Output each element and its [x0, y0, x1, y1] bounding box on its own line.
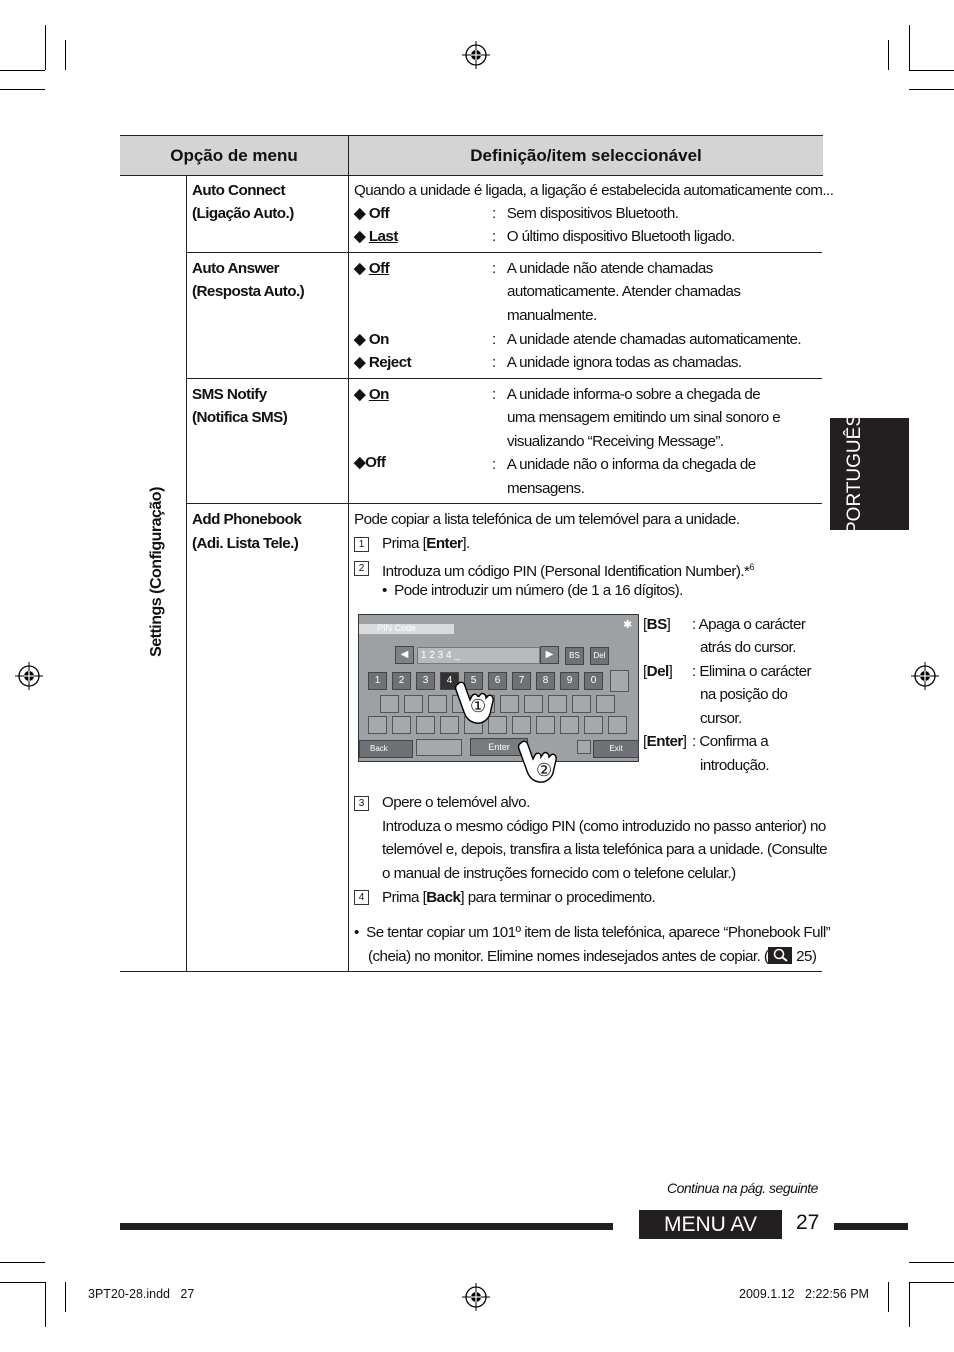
file-info: 3PT20-28.indd 27: [88, 1287, 195, 1301]
del-key[interactable]: Del: [590, 647, 609, 665]
section-label: Settings (Configuração): [148, 487, 165, 657]
header-col-option: [120, 135, 348, 176]
option-desc-cont: visualizando “Receiving Message”.: [507, 433, 724, 450]
header-col-setting: [348, 135, 823, 176]
option-bullet: ◆ On: [354, 386, 389, 403]
option-bullet: ◆ Off: [354, 205, 390, 222]
legend-enter-desc2: introdução.: [700, 757, 770, 774]
right-arrow-key[interactable]: ▶: [540, 646, 559, 664]
legend-bs-desc: : Apaga o carácter: [692, 616, 806, 633]
option-desc: : A unidade atende chamadas automaticamente.: [492, 331, 802, 348]
key-name: Back: [426, 889, 461, 906]
option-desc: : A unidade não o informa da chegada de: [492, 456, 756, 473]
option-desc: : O último dispositivo Bluetooth ligado.: [492, 228, 735, 245]
registration-mark-icon: [462, 1283, 490, 1311]
option-value-default: Off: [368, 260, 390, 277]
menu-option-name: Auto Connect: [192, 182, 285, 199]
option-value: Off: [368, 205, 390, 222]
option-value: Reject: [368, 354, 412, 371]
digit-key[interactable]: 1: [368, 672, 387, 690]
step-text: Introduza um código PIN (Personal Identification Number).*$^6$: [382, 562, 754, 581]
option-bullet: ◆ Reject: [354, 354, 412, 371]
option-desc-text: A unidade informa-o sobre a chegada de: [506, 386, 761, 403]
menu-option-name: Auto Answer: [192, 260, 280, 277]
digit-key[interactable]: 5: [464, 672, 483, 690]
footer-bar-left: [120, 1223, 613, 1230]
option-desc-text: A unidade não o informa da chegada de: [506, 456, 756, 473]
step-text-cont: o manual de instruções fornecido com o telefone celular.): [382, 865, 736, 882]
menu-option-name-pt: (Adi. Lista Tele.): [192, 535, 299, 552]
enter-key[interactable]: Enter: [470, 738, 528, 756]
registration-mark-icon: [911, 662, 939, 690]
option-desc-cont: mensagens.: [507, 480, 585, 497]
legend-enter: [Enter]: [643, 733, 687, 750]
magnifier-icon: [768, 947, 792, 964]
menu-option-name-pt: (Ligação Auto.): [192, 205, 294, 222]
legend-del-desc: : Elimina o carácter: [692, 663, 811, 680]
back-key[interactable]: Back: [359, 740, 413, 758]
print-date: 2009.1.12 2:22:56 PM: [739, 1287, 869, 1301]
step-text: Prima [Back] para terminar o procedimento.: [382, 889, 656, 906]
digit-key[interactable]: 9: [560, 672, 579, 690]
step-number: 4: [354, 890, 369, 905]
note-bullet: • Se tentar copiar um 101º item de lista telefónica, aparece “Phonebook Full”: [354, 924, 831, 941]
digit-key[interactable]: 3: [416, 672, 435, 690]
legend-del-desc3: cursor.: [700, 710, 742, 727]
menu-option-name: Add Phonebook: [192, 511, 302, 528]
menu-option-name: SMS Notify: [192, 386, 267, 403]
option-value: On: [368, 331, 389, 348]
step-bullet: • Pode introduzir um número (de 1 a 16 dígitos).: [382, 582, 683, 599]
option-desc-cont: automaticamente. Atender chamadas: [507, 283, 741, 300]
step-text-cont: telemóvel e, depois, transfira a lista telefónica para a unidade. (Consulte: [382, 841, 828, 858]
option-desc-text: O último dispositivo Bluetooth ligado.: [506, 228, 735, 245]
registration-mark-icon: [462, 41, 490, 69]
option-bullet: ◆ On: [354, 331, 389, 348]
key-name: Enter: [426, 535, 463, 552]
callout-1: ①: [470, 696, 487, 716]
step-text: Prima [Enter].: [382, 535, 470, 552]
language-tab-label: PORTUGUÊS: [844, 413, 865, 535]
option-desc: : A unidade ignora todas as chamadas.: [492, 354, 742, 371]
menu-option-name-pt: (Notifica SMS): [192, 409, 288, 426]
row-intro: Quando a unidade é ligada, a ligação é estabelecida automaticamente com...: [354, 182, 834, 199]
continue-note: Continua na pág. seguinte: [667, 1180, 818, 1196]
registration-mark-icon: [15, 662, 43, 690]
digit-key[interactable]: 7: [512, 672, 531, 690]
footer-bar-right: [834, 1223, 908, 1230]
option-value: Off: [365, 454, 386, 471]
callout-2: ②: [536, 760, 553, 780]
option-desc: : Sem dispositivos Bluetooth.: [492, 205, 679, 222]
bluetooth-icon: ✱: [623, 619, 633, 631]
digit-key[interactable]: 6: [488, 672, 507, 690]
option-bullet: ◆ Last: [354, 228, 398, 245]
header-col-option-label: Opção de menu: [170, 145, 298, 165]
exit-key[interactable]: Exit: [593, 740, 639, 758]
step-text-cont: Introduza o mesmo código PIN (como introduzido no passo anterior) no: [382, 818, 826, 835]
option-desc-text: Sem dispositivos Bluetooth.: [506, 205, 679, 222]
legend-bs-desc2: atrás do cursor.: [700, 639, 796, 656]
left-arrow-key[interactable]: ◀: [395, 646, 414, 664]
step-number: 1: [354, 537, 369, 552]
step-number: 3: [354, 796, 369, 811]
option-value-default: Last: [368, 228, 398, 245]
digit-key[interactable]: 4: [440, 672, 459, 690]
page-number: 27: [796, 1211, 820, 1234]
option-desc: : A unidade informa-o sobre a chegada de: [492, 386, 761, 403]
legend-enter-desc: : Confirma a: [692, 733, 769, 750]
option-desc: : A unidade não atende chamadas: [492, 260, 713, 277]
note-text-cont: (cheia) no monitor. Elimine nomes indesejados antes de copiar. ( 25): [368, 948, 817, 965]
option-value-default: On: [368, 386, 389, 403]
legend-bs: [BS]: [643, 616, 671, 633]
step-number: 2: [354, 561, 369, 576]
legend-del-desc2: na posição do: [700, 686, 788, 703]
legend-del: [Del]: [643, 663, 673, 680]
option-bullet: ◆Off: [354, 454, 386, 471]
digit-key[interactable]: 8: [536, 672, 555, 690]
footnote-ref: 6: [749, 562, 754, 572]
option-desc-cont: manualmente.: [507, 307, 597, 324]
pin-entry-field: 1 2 3 4 _: [417, 647, 540, 664]
digit-key[interactable]: 0: [584, 672, 603, 690]
row-intro: Pode copiar a lista telefónica de um telemóvel para a unidade.: [354, 511, 740, 528]
header-col-setting-label: Definição/item seleccionável: [470, 145, 702, 165]
menu-option-name-pt: (Resposta Auto.): [192, 283, 305, 300]
option-desc-text: A unidade atende chamadas automaticamente.: [506, 331, 802, 348]
option-bullet: ◆ Off: [354, 260, 390, 277]
option-desc-text: A unidade não atende chamadas: [506, 260, 713, 277]
step-text: Opere o telemóvel alvo.: [382, 794, 530, 811]
option-desc-cont: uma mensagem emitindo um sinal sonoro e: [507, 409, 781, 426]
menu-av-badge: MENU AV: [639, 1210, 782, 1239]
pin-title: PIN Code: [377, 623, 417, 633]
language-tab: [830, 418, 909, 530]
bs-key[interactable]: BS: [565, 647, 584, 665]
option-desc-text: A unidade ignora todas as chamadas.: [506, 354, 742, 371]
digit-key[interactable]: 2: [392, 672, 411, 690]
